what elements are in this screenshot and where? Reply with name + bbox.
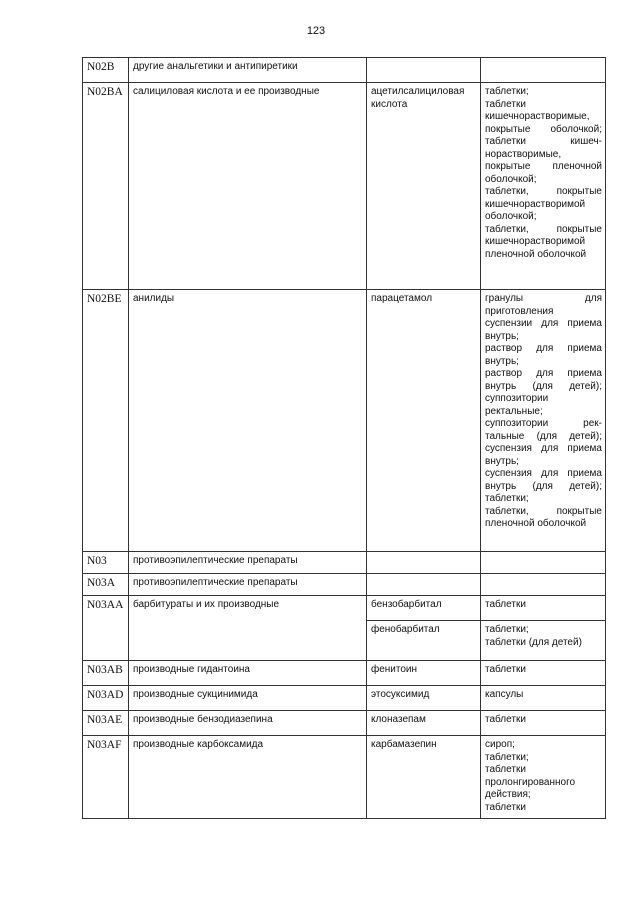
dosage-form-line: таблетки; (485, 493, 529, 504)
substance-cell: этосуксимид (367, 686, 481, 711)
substance-cell (367, 58, 481, 83)
dosage-forms-cell (481, 686, 606, 711)
dosage-forms-cell (481, 711, 606, 736)
dosage-form-line: кишечнорастворимой (485, 198, 586, 210)
dosage-form-line: внутрь; (485, 355, 519, 367)
dosage-form-line: таблетки (для детей) (485, 636, 582, 648)
dosage-form-line: капсулы (485, 689, 524, 700)
substance-cell: ацетилсалициловая кислота (367, 83, 481, 290)
atc-code-cell: N02B (83, 58, 129, 83)
atc-code-cell: N03AB (83, 661, 129, 686)
group-name-cell: анилиды (129, 290, 367, 552)
group-name-cell: противоэпилептические препараты (129, 574, 367, 596)
dosage-form-line: оболочкой; (485, 211, 537, 222)
dosage-form-line: тальные (для детей); (485, 430, 602, 442)
dosage-form-line: внутрь (для детей); (485, 480, 602, 492)
dosage-forms-cell (481, 574, 606, 596)
atc-code-cell: N03AD (83, 686, 129, 711)
dosage-forms-cell (481, 83, 606, 290)
atc-code-cell: N03A (83, 574, 129, 596)
dosage-forms-cell (481, 552, 606, 574)
dosage-form-line: ректальные; (485, 405, 543, 417)
dosage-form-line: таблетки (485, 599, 526, 610)
dosage-form-line: гранулы для (485, 293, 602, 304)
drug-table (82, 57, 606, 819)
dosage-form-line: раствор для приема (485, 368, 602, 379)
substance-cell: парацетамол (367, 290, 481, 552)
table-row (83, 686, 606, 711)
dosage-form-line: оболочкой; (485, 173, 537, 185)
group-name-cell: производные карбоксамида (129, 736, 367, 819)
dosage-form-line: кишечнорастворимые, (485, 111, 590, 122)
dosage-forms-cell (481, 736, 606, 819)
dosage-form-line: действия; (485, 789, 531, 800)
dosage-form-line: таблетки (485, 764, 526, 775)
atc-code-cell: N02BE (83, 290, 129, 552)
group-name-cell: производные сукцинимида (129, 686, 367, 711)
dosage-form-line: раствор для приема (485, 343, 602, 354)
dosage-forms-cell (481, 596, 606, 621)
dosage-form-line: таблетки; (485, 751, 529, 763)
dosage-forms-cell (481, 661, 606, 686)
atc-code-cell: N03AE (83, 711, 129, 736)
substance-cell: клоназепам (367, 711, 481, 736)
dosage-form-line: пленочной оболочкой (485, 248, 587, 260)
substance-cell (367, 552, 481, 574)
dosage-form-line: покрытые оболочкой; (485, 123, 602, 135)
dosage-form-line: таблетки (485, 714, 526, 725)
group-name-cell: салициловая кислота и ее производные (129, 83, 367, 290)
page-number: 123 (306, 25, 326, 37)
dosage-form-line: суппозитории рек- (485, 418, 602, 429)
table-row (83, 711, 606, 736)
dosage-form-line: таблетки (485, 801, 526, 813)
dosage-form-line: таблетки; (485, 624, 529, 635)
dosage-form-line: покрытые пленочной (485, 161, 602, 172)
dosage-form-line: пролонгированного (485, 776, 576, 788)
dosage-form-line: внутрь (для детей); (485, 380, 602, 392)
substance-cell (367, 574, 481, 596)
dosage-form-line: пленочной оболочкой (485, 518, 587, 529)
atc-code-cell: N02BA (83, 83, 129, 290)
dosage-form-line: суппозитории (485, 393, 549, 404)
group-name-cell: другие анальгетики и антипиретики (129, 58, 367, 83)
dosage-form-line: внутрь; (485, 330, 519, 342)
group-name-cell: производные бензодиазепина (129, 711, 367, 736)
dosage-form-line: таблетки (485, 98, 526, 110)
dosage-form-line: суспензии для приема (485, 318, 602, 329)
substance-cell: бензобарбитал (367, 596, 481, 621)
table-row (83, 83, 606, 290)
dosage-form-line: таблетки (485, 664, 526, 675)
table-row (83, 736, 606, 819)
substance-cell: фенобарбитал (367, 621, 481, 661)
dosage-form-line: кишечнорастворимой (485, 236, 586, 247)
dosage-form-line: таблетки, покрытые (485, 505, 602, 517)
table-row (83, 58, 606, 83)
dosage-form-line: суспензия для приема (485, 443, 602, 454)
table-row (83, 596, 606, 621)
dosage-form-line: приготовления (485, 305, 554, 317)
dosage-form-line: таблетки, покрытые (485, 223, 602, 235)
dosage-form-line: норастворимые, (485, 148, 562, 160)
dosage-form-line: сироп; (485, 739, 515, 750)
substance-cell: карбамазепин (367, 736, 481, 819)
table-row (83, 661, 606, 686)
group-name-cell: барбитураты и их производные (129, 596, 367, 661)
table-row (83, 290, 606, 552)
atc-code-cell: N03AF (83, 736, 129, 819)
dosage-form-line: таблетки, покрытые (485, 186, 602, 197)
group-name-cell: противоэпилептические препараты (129, 552, 367, 574)
dosage-forms-cell (481, 621, 606, 661)
dosage-form-line: таблетки; (485, 86, 529, 97)
atc-code-cell: N03AA (83, 596, 129, 661)
dosage-form-line: внутрь; (485, 455, 519, 467)
dosage-forms-cell (481, 58, 606, 83)
substance-cell: фенитоин (367, 661, 481, 686)
table-row (83, 574, 606, 596)
atc-code-cell: N03 (83, 552, 129, 574)
table-row (83, 552, 606, 574)
group-name-cell: производные гидантоина (129, 661, 367, 686)
dosage-form-line: таблетки кишеч- (485, 136, 602, 147)
dosage-forms-cell (481, 290, 606, 552)
dosage-form-line: суспензия для приема (485, 468, 602, 479)
